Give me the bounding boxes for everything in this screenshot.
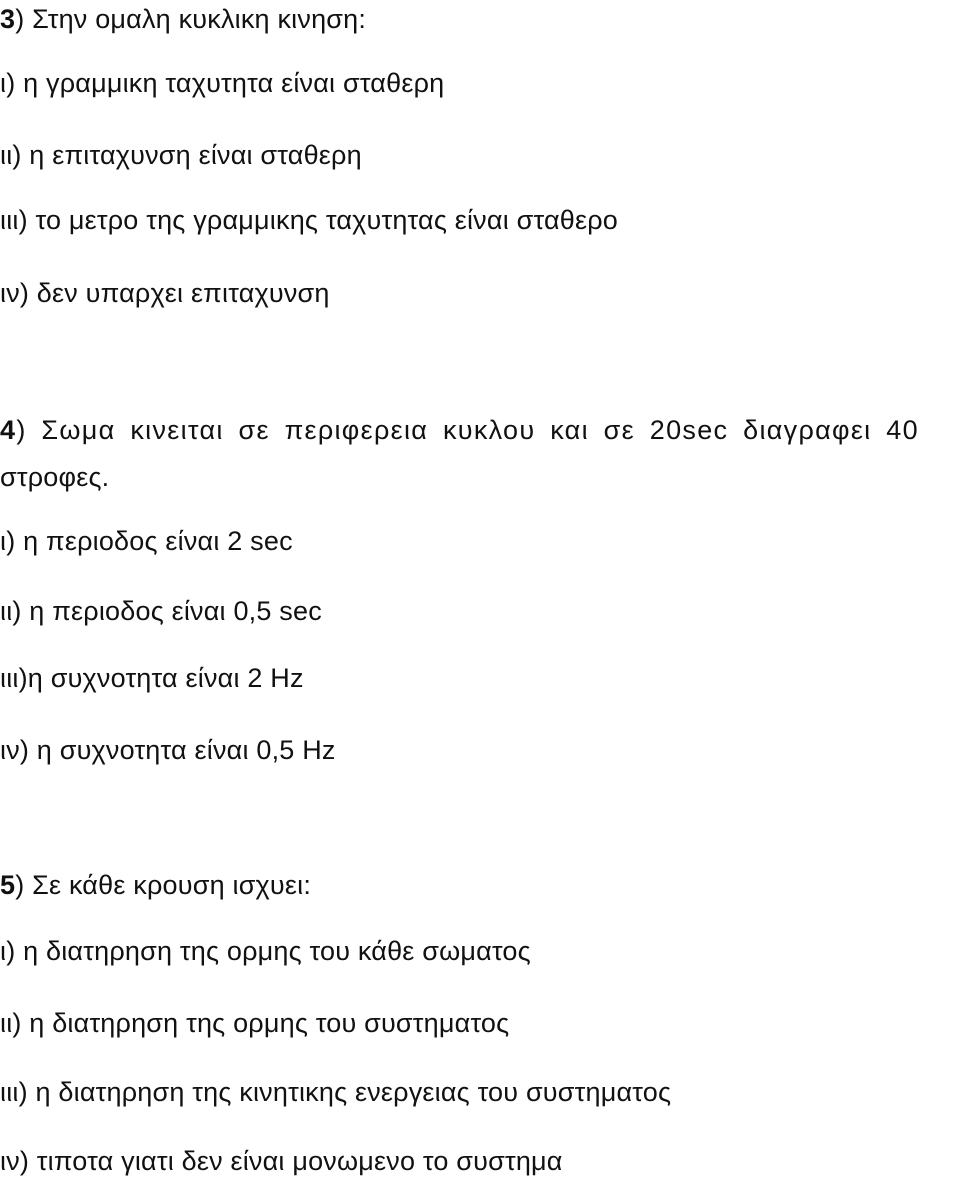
q4-number: 4 [0,415,17,445]
q5-stem-text: ) Σε κάθε κρουση ισχυει: [15,870,312,900]
q4-stem-continuation: στροφες. [0,462,110,492]
q4-option-3: ιιι)η συχνοτητα είναι 2 Hz [0,663,304,693]
q3-stem [0,2,366,36]
q3-option-2: ιι) η επιταχυνση είναι σταθερη [0,140,362,170]
q5-option-4: ιν) τιποτα γιατι δεν είναι μονωμενο το συστημα [0,1146,563,1176]
q3-option-1: ι) η γραμμικη ταχυτητα είναι σταθερη [0,68,445,98]
q4-option-4: ιν) η συχνοτητα είναι 0,5 Hz [0,735,336,765]
q4-option-2: ιι) η περιοδος είναι 0,5 sec [0,596,322,626]
q5-stem [0,868,311,902]
q3-option-3: ιιι) το μετρο της γραμμικης ταχυτητας είναι σταθερο [0,205,618,235]
q5-option-3: ιιι) η διατηρηση της κινητικης ενεργειας του συστηματος [0,1077,672,1107]
q3-option-4: ιν) δεν υπαρχει επιταχυνση [0,278,330,308]
q5-option-2: ιι) η διατηρηση της ορμης του συστηματος [0,1008,510,1038]
q3-stem-text: ) Στην ομαλη κυκλικη κινηση: [15,4,367,34]
q5-option-1: ι) η διατηρηση της ορμης του κάθε σωματος [0,936,531,966]
q3-number: 3 [0,4,16,34]
q5-number: 5 [0,870,16,900]
q4-stem [0,413,919,447]
q4-stem-text: ) Σωμα κινειται σε περιφερεια κυκλου και σε 20sec διαγραφει 40 [16,415,919,445]
q4-option-1: ι) η περιοδος είναι 2 sec [0,526,293,556]
